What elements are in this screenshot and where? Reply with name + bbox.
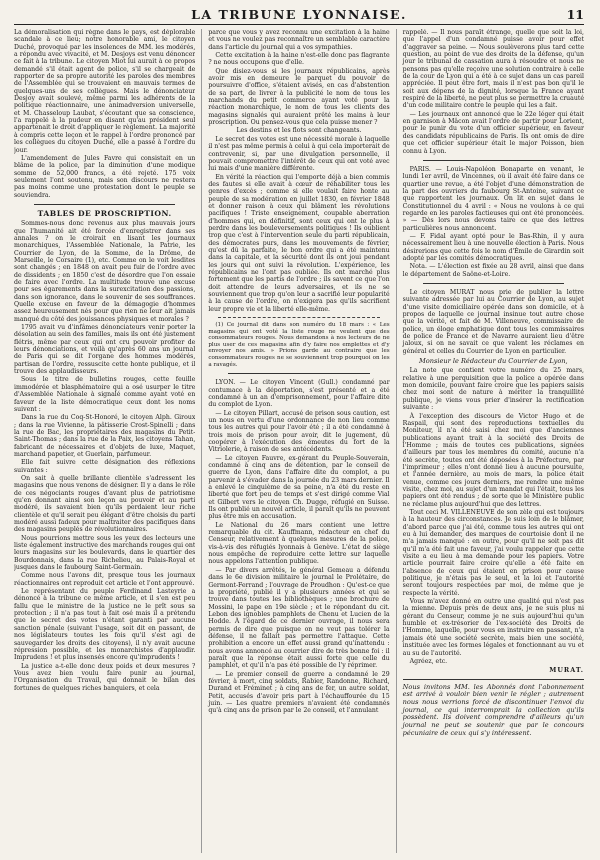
- section-divider: [423, 283, 564, 284]
- section-divider: [423, 160, 564, 161]
- paragraph: — Le citoyen Fauvre, ex-gérant du Peuple-Souverain, condamné à cinq ans de détention, par le conseil de guerre de Lyon, dans l'affaire dite du complot, a pu parvenir à s'évader dans la journée du 23 mars dernier. Il a enlevé le cinquième de sa peine, n'a été du reste en liberté que fort peu de temps et s'est dirigé comme Vial et Gilbert vers le citoyen Ch. Dugge, réfugié en Suisse. Ils ont publié un nouvel article, il paraît qu'ils ne peuvent plus être mis en accusation.: [208, 454, 390, 521]
- footnote: (1) Ce journal dit dans son numéro du 18 mars : « Les magasins qui ont voté la liste rouge ne veulent que des consommateurs rouges. Nous demandons à nos lecteurs de ne plus user de ces magasins afin d'y faire nos emplettes et d'y envoyer nos amis. » Prions garde au contraire que les consommateurs rouges ne se souviennent trop pourquoi on les a ravagés.: [208, 322, 390, 368]
- paragraph: — Par divers arrêtés, le général Gemeau a défendu dans le 6e division militaire le journal le Prolétaire, de Germont-Ferrand ; l'ouvrage de Proudhon : Qu'est-ce que la propriété, publié il y a plusieurs années et qui se trouve dans toutes les bibliothèques ; une brochure de Mossini, le pape en 19e siècle ; et le répondant du cit. Lebon des ignobles pamphlets de Chenu et Lucien de la Hodde. À l'égard de ce dernier ouvrage, il nous sera permis de dire que puisque on ne veut pas tolérer la défense, il ne fallait pas permettre l'attaque. Cette prohibition a encore un effet aussi grand qu'inattendu : nous avons annoncé au courrier dire de très bonne foi : il paraît que la réponse était aussi forte que celle du pamphlet, et qu'il n'a pas été possible de l'y réprimer.: [208, 566, 390, 670]
- paragraph: Le National du 26 mars contient une lettre remarquable du cit. Kauffmann, rédacteur en chef du Censeur, relativement à quelques mesures de la police, vis-à-vis des réfugiés lyonnais à Genève. L'état de siège nous empêche de reproduire cette lettre sur laquelle nous appelons l'attention publique.: [208, 521, 390, 566]
- footnote-divider: [218, 317, 379, 318]
- paragraph: Tout ceci M. VILLENEUVE de son zèle qui est toujours à la hauteur des circonstances. Je suis loin de le blâmer, d'abord parce que j'ai été, comme tous les autres qui ont eu à lui demander, des marques de courtoisie dont il ne m'a jamais manqué : en outre, pour qu'il ne soit pas dit qu'il m'a été fait une faveur, j'ai voulu rappeler que cette visite a eu lieu à ma demande pour les papiers. Votre article pourrait faire croire qu'elle a été faite en l'absence de ceux qui étaient en prison pour cause politique, je n'étais pas le seul, et la loi et l'autorité seront toujours respectées par moi, de même que je respecte la vérité.: [402, 508, 584, 597]
- masthead-title: LA TRIBUNE LYONNAISE.: [191, 7, 407, 22]
- paragraph: Dans la rue du Coq-St-Honoré, le citoyen Alph. Giroux ; dans la rue Vivienne, la pâtisserie Crost-Spinelli ; dans la rue de Bac, les propriétaires des magasins du Petit-Saint-Thomas ; dans la rue de la Paix, les citoyens Tahan, fabricant de nécessaires et d'objets de luxe, Maquet, marchand papetier, et Guerlain, parfumeur.: [14, 414, 196, 458]
- letter-salutation: Monsieur le Rédacteur du Courrier de Lyon,: [419, 357, 568, 366]
- paragraph: En vérité la réaction qui l'emporte déjà a bien commis des fautes si elle avait à cœur de réhabiliter tous les genres d'excès ; comme si elle voulait faire honte au peuple de sa modération en juillet 1830, en février 1848 et donner raison à ceux qui blâment les révolutions pacifiques ! Triste enseignement, coupable aberration d'hommes qui, en définitif, sont ceux qui ont le plus à perdre dans les bouleversements politiques ! Ils oublient trop que c'est à l'intervention seule du parti républicain, des démocrates purs, dans les mouvements de février, qu'est dû la parfaite, le bon ordre qui a été maintenu dans la capitale, et la sécurité dont ils ont joui pendant les jours qui ont suivi la révolution. L'expérience, les républicains ne l'ont pas oubliée. Ils ont marché plus fortement que les partis de l'ordre ; ils savent ce que l'on doit attendre de leurs adversaires, et ils ne se souviennent que trop qu'on leur a sacrifié leur popularité à la cause de l'ordre, on n'exigera pas qu'ils sacrifient leur propre vie et la liberté elle-même.: [208, 173, 390, 313]
- paragraph: Les destins et les flots sont changeants.: [236, 127, 362, 135]
- page-number: 11: [566, 7, 584, 22]
- paragraph: — Le premier conseil de guerre a condamné le 29 février, à mort, cinq soldats, Rabier, Randonne, Richard, Durand et Fréminet ; à cinq ans de fer, un autre soldat, Petit, accusés d'avoir pris part à l'échauffourée du 15 juin. — Les quatre premiers n'avaient été condamnés qu'à cinq ans de prison par le 2e conseil, et l'annulant: [208, 670, 390, 715]
- paragraph: parce que vous y avez reconnu une excitation à la haine et vous ne voulez pas reconnaître un semblable caractère dans l'article du journal qui a vos sympathies.: [208, 29, 390, 51]
- paragraph: rappelé. — Il nous paraît étrange, quelle que soit la loi, que l'appel d'un condamné puisse avoir pour effet d'aggraver sa peine. — Nous soulèverons plus tard cette question, au point de vue des droits de la défense, qu'un jour le tribunal de cassation aura à résoudre et nous ne pensons pas qu'elle reçoive une solution contraire à celle de la cour de Lyon qui a été à ce sujet dans un cas pareil appréciée. Il peut être fort, mais il n'est pas bon qu'il le soit aux dépens de la dignité, lorsque la France ayant respiré de la liberté, ne peut plus se permettre la cruauté d'un code militaire contre le peuple qui les a fait.: [402, 29, 584, 110]
- subscription-notice: Nous invitons MM. les Abonnés dont l'abonnement est arrivé à vouloir bien venir le régler ; autrement nous nous verrions forcé de discontinuer l'envoi du journal, ce qui interromprait la collection qu'ils possèdent. Ils doivent comprendre d'ailleurs qu'un journal ne peut se soutenir que par le concours pécuniaire de ceux qui s'y intéressent.: [403, 679, 584, 738]
- paragraph: Elle fait suivre cette désignation des réflexions suivantes :: [14, 459, 196, 474]
- paragraph: La justice a-t-elle donc deux poids et deux mesures ? Vous avez bien voulu faire punir au journal, l'Organisation du Travail, qui donnait le bilan des fortunes de quelques riches banquiers, et cela: [14, 662, 196, 692]
- section-heading: TABLES DE PROSCRIPTION.: [37, 208, 172, 218]
- paragraph: Nota. — L'élection est fixée au 28 avril, ainsi que dans le département de Saône-et-Loire.: [402, 263, 584, 278]
- paragraph: 1795 avait vu d'infâmes dénonciateurs venir porter la désolation au sein des familles, mais ils ont été justement flétris, même par ceux qui ont cru pouvoir profiter de leurs dénonciations, et voilà qu'après 60 ans un journal de Paris qui se dit l'organe des hommes modérés, partisan de l'ordre, ressuscite cette honte publique, et il trouve des applaudisseurs.: [14, 324, 196, 376]
- paragraph: Cette excitation à la haine n'est-elle donc pas flagrante ? ne nous occupons que d'elle.: [208, 52, 390, 67]
- paragraph: Nous pourrions mettre sous les yeux des lecteurs une liste également instructive des marchands rouges qui ont leurs magasins sur les boulevards, dans le quartier des Bourdonnais, dans la rue Richelieu, au Palais-Royal et jusques dans le faubourg Saint-Germain.: [14, 534, 196, 572]
- paragraph: LYON. — Le citoyen Vincent (Gull.) condamné par contumace à la déportation, s'est présenté et a été condamné à un an d'emprisonnement, pour l'affaire dite du complot de Lyon.: [208, 379, 390, 409]
- paragraph: La démoralisation qui règne dans le pays, est déplorable scandale à ce lieu; notre honorable ami, le citoyen Duché, provoqué par les insolences de MM. les modérés, a répondu avec vivacité, et M. Desjoys est venu dénoncer ce fait à la tribune. Le citoyen Miot lui aurait à ce propos demandé s'il était agent de police, s'il se chargeait de rapporter de sa propre autorité les paroles des membres de l'Assemblée qui se trouvaient en mauvais termes de quelques-uns de ses collègues. Mais le dénonciateur Desjoy avait soulevé, même parmi les adhérents de la politique réactionnaire, une animadversion universelle, et M. Chasseloup Laubat, s'écoutant que sa conscience, l'a rappelé à la pudeur en disant qu'au président seul appartenait le droit d'appliquer le règlement. La majorité à compris cette leçon et le rappel à l'ordre prononcé par les collègues du citoyen Duché, elle a passé à l'ordre du jour.: [14, 29, 196, 154]
- paragraph: — Le citoyen Pillart, accusé de prison sous caution, est un nous en vertu d'une ordonnance de non lieu comme tous les autres qui pour l'avoir été ; il a été condamné à trois mois de prison pour avoir, dit le jugement, dû coopérer à l'exécution des émeutes du fort de la Vitriolerie, à raison de ses antécédents.: [208, 409, 390, 454]
- paragraph: La note que contient votre numéro du 25 mars, relative à une perquisition que la police a opérée dans mon domicile, pouvant faire croire que les papiers saisis chez moi sont de nature à mériter la tranquillité publique, je viens vous prier d'insérer la rectification suivante :: [402, 367, 584, 412]
- page-header: [14, 6, 584, 25]
- paragraph: Le représentant du peuple Ferdinand Lasteyrie a dénoncé à la tribune ce même article, et il s'en est peu fallu que le ministre de la justice ne le prît sous sa protection ; il n'a pas tout à fait osé mais il a prétendu que le secret des votes n'étant garanti par aucune sanction pénale (suivant l'usage, soit dit en passant, de nos législateurs toutes les fois qu'il s'est agi de sauvegarder les droits des citoyens), il n'y avait aucune répression possible, et les monarchistes d'applaudir. Imprudens ! et plus insensés encore qu'imprudents !: [14, 588, 196, 662]
- section-divider: [228, 373, 369, 374]
- paragraph: Le secret des votes est une nécessité morale à laquelle il n'est pas même permis à celui à qui cela importerait de contrevenir, si, par une divulgation personnelle, il pouvait compromettre l'intérêt de ceux qui ont voté avec lui mais d'une manière différente.: [208, 135, 390, 173]
- column-2: [201, 29, 389, 853]
- column-3: [396, 29, 584, 853]
- paragraph: — Les journaux ont annoncé que le 22e léger qui était en garnison à Mâcon avait l'ordre de partir pour Lorient, pour le punir du vote d'un officier supérieur, en faveur des candidats républicains de Paris. Ils ont omis de dire que cet officier supérieur était le major Poisson, bien connu à Lyon.: [402, 110, 584, 155]
- column-1: [14, 29, 195, 853]
- paragraph: On sait à quelle brillante clientèle s'adressent les magasins que nous venons de désigner. Il y a dans le rôle de ces négociants rouges d'avant plus de patriotisme qu'en donnant ainsi son leçon au pouvoir et au parti modéré, ils savaient bien qu'ils perdaient leur riche clientèle et qu'il serait peu élégant d'être choisis du parti modéré aussi fadeux pour maltraiter des pacifiques dans des magasins peuplés de révolutionnaires.: [14, 474, 196, 534]
- paragraph: Sommes-nous donc revenus aux plus mauvais jours que l'humanité ait été forcée d'enregistrer dans ses annales ? on le croirait en lisant les journaux monarchiques, l'Assemblée Nationale, la Patrie, les Courrier de Lyon, de la Somme, de la Drôme, de Marseille, le Corsaire (1), etc. Comme on le voit lesdites sont changés ; en 1848 on avait peu fuir de l'ordre avec de dissidents ; en 1850 c'est de désordre que l'on essaie de faire avec l'ordre. La multitude trouve une excuse pour ses égarements dans la surexcitation des passions, dans son ignorance, dans le souvenir de ses souffrances. Quelle excuse en faveur de la démagogie d'hommes assez heureusement nés pour que rien ne leur ait jamais manqué du côté des jouissances physiques et morales ?: [14, 220, 196, 323]
- paragraph: Que disiez-vous si les journaux républicains, après avoir mis en demeure le parquet du pouvoir de poursuivre d'office, s'étaient avisés, en cas d'abstention de sa part, de livrer à la publicité le nom de tous les marchands du petit commerce ayant voté pour la réaction monarchique, le nom de tous les clients des magasins signalés qui auraient prêté les mains à leur proscription. Ou pensez-vous que cela puisse mener ?: [208, 67, 390, 127]
- paragraph: Comme nous l'avons dit, presque tous les journaux réactionnaires ont reproduit cet article et l'ont approuvé.: [14, 572, 196, 587]
- paragraph: Vous m'avez donné en outre une qualité qui n'est pas la mienne. Depuis près de deux ans, je ne suis plus ni gérant du Censeur, comme je ne suis aujourd'hui qu'un humble et ex-trésorier de l'ex-société des Droits de l'Homme, laquelle, pour vous en instruire en passant, n'a jamais été une société secrète, mais bien une société, instituée avec les formes légales et fonctionnant au vu et au su de l'autorité.: [402, 598, 584, 657]
- paragraph: À l'exception des discours de Victor Hugo et de Raspail, qui sont des reproductions textuelles du Moniteur, il n'a été saisi chez moi que d'anciennes publications ayant trait à la société des Droits de l'Homme ; mais de toutes ces publications, signées d'ailleurs par tous les membres du comité, aucune n'a été secrète, toutes ont été déposées à la Préfecture, par l'imprimeur ; elles n'ont donné lieu à aucune poursuite, et l'année dernière, au mois de mars, la police était venue, comme ces jours derniers, me rendre une même visite, chez moi, au sujet d'un mandat qui l'était, tous les papiers ont été rendus ; de sorte que le Ministère public ne réclame plus aujourd'hui que des lettres.: [402, 412, 584, 508]
- section-divider: [34, 204, 175, 205]
- article-columns: [14, 29, 584, 853]
- letter-signature: MURAT.: [549, 666, 584, 675]
- paragraph: L'amendement de Jules Favre qui consistait en un blâme de la police, par la diminution d'une modique somme de 52,000 francs, a été rejeté. 175 voix seulement l'ont soutenu, mais son discours ne restera pas moins comme une protestation dont le peuple se souviendra.: [14, 154, 196, 199]
- paragraph: Sous le titre de bulletins rouges, cette feuille immodérée et blasphématoire qui a osé usurper le titre d'Assemblée Nationale à signalé comme ayant voté en faveur de la liste démocratique ceux dont les noms suivent :: [14, 376, 196, 413]
- paragraph: Le citoyen MURAT nous prie de publier la lettre suivante adressée par lui au Courrier de Lyon, au sujet d'une visite domiciliaire opérée dans son domicile, et à propos de laquelle ce journal insinue tout autre chose que la vérité, et fait de M. Villeneuve, commissaire de police, un éloge emphatique dont tous les commissaires de police de France et de Navarre auraient lieu d'être jaloux, si on ne savait ce que valent les réclames en général et celles du Courrier de Lyon en particulier.: [402, 289, 584, 355]
- paragraph: — F. Fidal ayant opté pour le Bas-Rhin, il y aura nécessairement lieu à une nouvelle élection à Paris. Nous désirerions que cette fois le nom d'Émile de Girardin soit adopté par les comités démocratiques.: [402, 232, 584, 262]
- paragraph: Agréez, etc.: [409, 657, 448, 665]
- paragraph: PARIS. — Louis-Napoléon Bonaparte en venant, le lundi 1er avril, de Vincennes, où il avait été faire dans ce quartier une revue, a été l'objet d'une démonstration de la part des ouvriers du faubourg St-Antoine, suivant ce que rapportent les journaux. On lit en sujet dans le Constitutionnel du 4 avril : « Nous ne voulons à ce qui regarde en les paroles factieuses qui ont été prononcées. » — Dès lors nous devons taire ce que des lettres particulières nous annoncent.: [402, 165, 584, 232]
